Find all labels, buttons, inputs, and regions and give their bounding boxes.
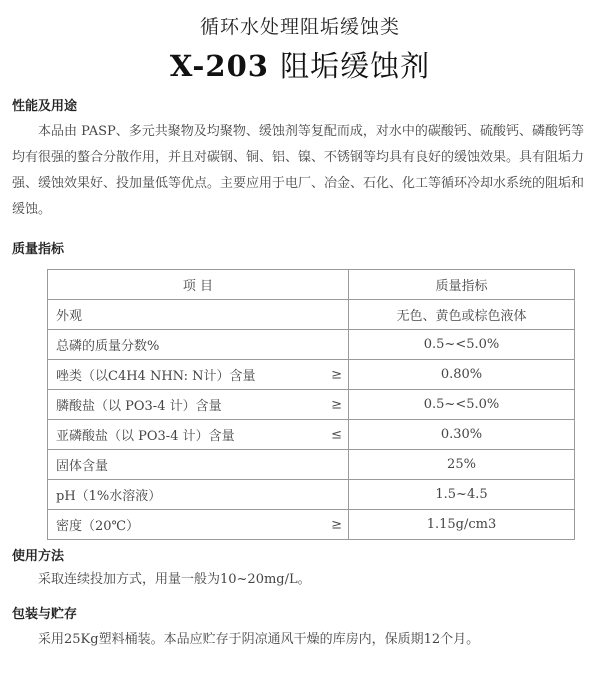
row-item: 外观 [48,300,349,330]
section-title-quality: 质量指标 [12,242,65,257]
packaging-text: 采用25Kg塑料桶装。本品应贮存于阴凉通风干燥的库房内，保质期12个月。 [38,632,480,647]
row-item [48,360,349,390]
table-row [48,300,575,330]
performance-paragraph [12,119,584,223]
row-value: 无色、黄色或棕色液体 [349,300,575,330]
table-row [48,330,575,360]
product-name: 阻垢缓蚀剂 [280,49,431,83]
table-row [48,480,575,510]
row-value: 0.5~<5.0% [349,330,575,360]
header-spec: 质量指标 [349,270,575,300]
comparison-symbol: ≤ [331,427,342,442]
row-item-label: 膦酸盐（以 PO3-4 计）含量 [56,399,222,414]
product-code: X-203 [169,49,269,83]
row-item [48,420,349,450]
section-title-usage: 使用方法 [12,549,65,564]
header-item: 项 目 [48,270,349,300]
row-item-label: 亚磷酸盐（以 PO3-4 计）含量 [56,429,235,444]
row-item [48,510,349,540]
comparison-symbol: ≥ [331,367,342,382]
row-item: 总磷的质量分数% [48,330,349,360]
comparison-symbol: ≥ [331,397,342,412]
table-row [48,450,575,480]
row-item: 固体含量 [48,450,349,480]
table-row [48,360,575,390]
row-value: 25% [349,450,575,480]
row-item [48,390,349,420]
row-item-label: 密度（20℃） [56,519,140,534]
row-value: 0.5~<5.0% [349,390,575,420]
row-value: 0.80% [349,360,575,390]
table-row [48,390,575,420]
performance-text: 本品由 PASP、多元共聚物及均聚物、缓蚀剂等复配而成，对水中的碳酸钙、硫酸钙、磷酸钙等均有很强的螯合分散作用，并且对碳钢、铜、铝、镍、不锈钢等均具有良好的缓蚀效果。具有阻垢力强、缓蚀效果好、投加量低等优点。主要应用于电厂、冶金、石化、化工等循环冷却水系统的阻垢和缓蚀。 [12,124,585,217]
table-row [48,510,575,540]
table-row [48,420,575,450]
row-value: 1.15g/cm3 [349,510,575,540]
row-value: 0.30% [349,420,575,450]
usage-paragraph [12,567,584,593]
row-item: pH（1%水溶液） [48,480,349,510]
comparison-symbol: ≥ [331,517,342,532]
section-title-performance: 性能及用途 [12,99,78,114]
row-value: 1.5~4.5 [349,480,575,510]
category-title: 循环水处理阻垢缓蚀类 [199,16,400,38]
packaging-paragraph [12,627,584,653]
table-header-row [48,270,575,300]
quality-table [47,269,575,540]
product-title [0,44,600,85]
usage-text: 采取连续投加方式，用量一般为10~20mg/L。 [38,572,311,587]
row-item-label: 唑类（以C4H4 NHN: N计）含量 [56,369,256,384]
section-title-packaging: 包装与贮存 [12,607,78,622]
